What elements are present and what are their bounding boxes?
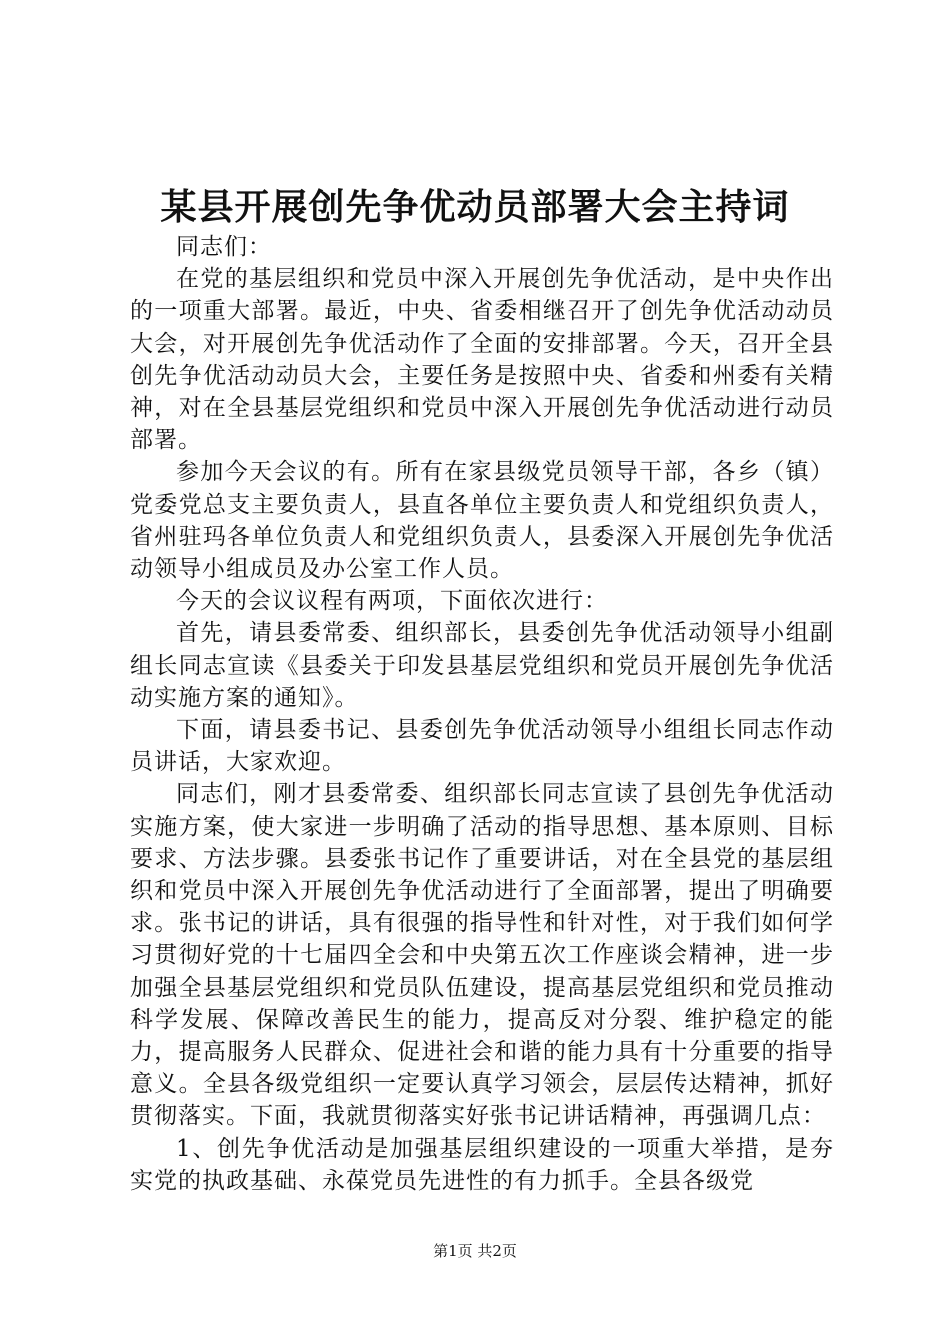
paragraph: 下面，请县委书记、县委创先争优活动领导小组组长同志作动员讲话，大家欢迎。 [130, 717, 834, 776]
paragraph: 在党的基层组织和党员中深入开展创先争优活动，是中央作出的一项重大部署。最近，中央、省委相继召开了创先争优活动动员大会，对开展创先争优活动作了全面的安排部署。今天，召开全县创先争优活动动员大会，主要任务是按照中央、省委和州委有关精神，对在全县基层党组织和党员中深入开展创先争优活动进行动员部署。 [130, 266, 834, 454]
document-body [130, 231, 834, 1197]
paragraph: 参加今天会议的有。所有在家县级党员领导干部，各乡（镇）党委党总支主要负责人，县直各单位主要负责人和党组织负责人，省州驻玛各单位负责人和党组织负责人，县委深入开展创先争优活动领导小组成员及办公室工作人员。 [130, 459, 834, 583]
paragraph: 今天的会议议程有两项，下面依次进行： [176, 588, 608, 615]
document-title: 某县开展创先争优动员部署大会主持词 [160, 186, 790, 228]
page-footer: 第1页 共2页 [433, 1242, 517, 1260]
paragraph: 同志们，刚才县委常委、组织部长同志宣读了县创先争优活动实施方案，使大家进一步明确了活动的指导思想、基本原则、目标要求、方法步骤。县委张书记作了重要讲话，对在全县党的基层组织和党员中深入开展创先争优活动进行了全面部署，提出了明确要求。张书记的讲话，具有很强的指导性和针对性，对于我们如何学习贯彻好党的十七届四全会和中央第五次工作座谈会精神，进一步加强全县基层党组织和党员队伍建设，提高基层党组织和党员推动科学发展、保障改善民生的能力，提高反对分裂、维护稳定的能力，提高服务人民群众、促进社会和谐的能力具有十分重要的指导意义。全县各级党组织一定要认真学习领会，层层传达精神，抓好贯彻落实。下面，我就贯彻落实好张书记讲话精神，再强调几点： [130, 781, 834, 1130]
salutation: 同志们： [176, 234, 272, 260]
paragraph: 首先，请县委常委、组织部长，县委创先争优活动领导小组副组长同志宣读《县委关于印发县基层党组织和党员开展创先争优活动实施方案的通知》。 [130, 620, 834, 711]
paragraph: 1、创先争优活动是加强基层组织建设的一项重大举措，是夯实党的执政基础、永葆党员先进性的有力抓手。全县各级党 [130, 1135, 834, 1194]
